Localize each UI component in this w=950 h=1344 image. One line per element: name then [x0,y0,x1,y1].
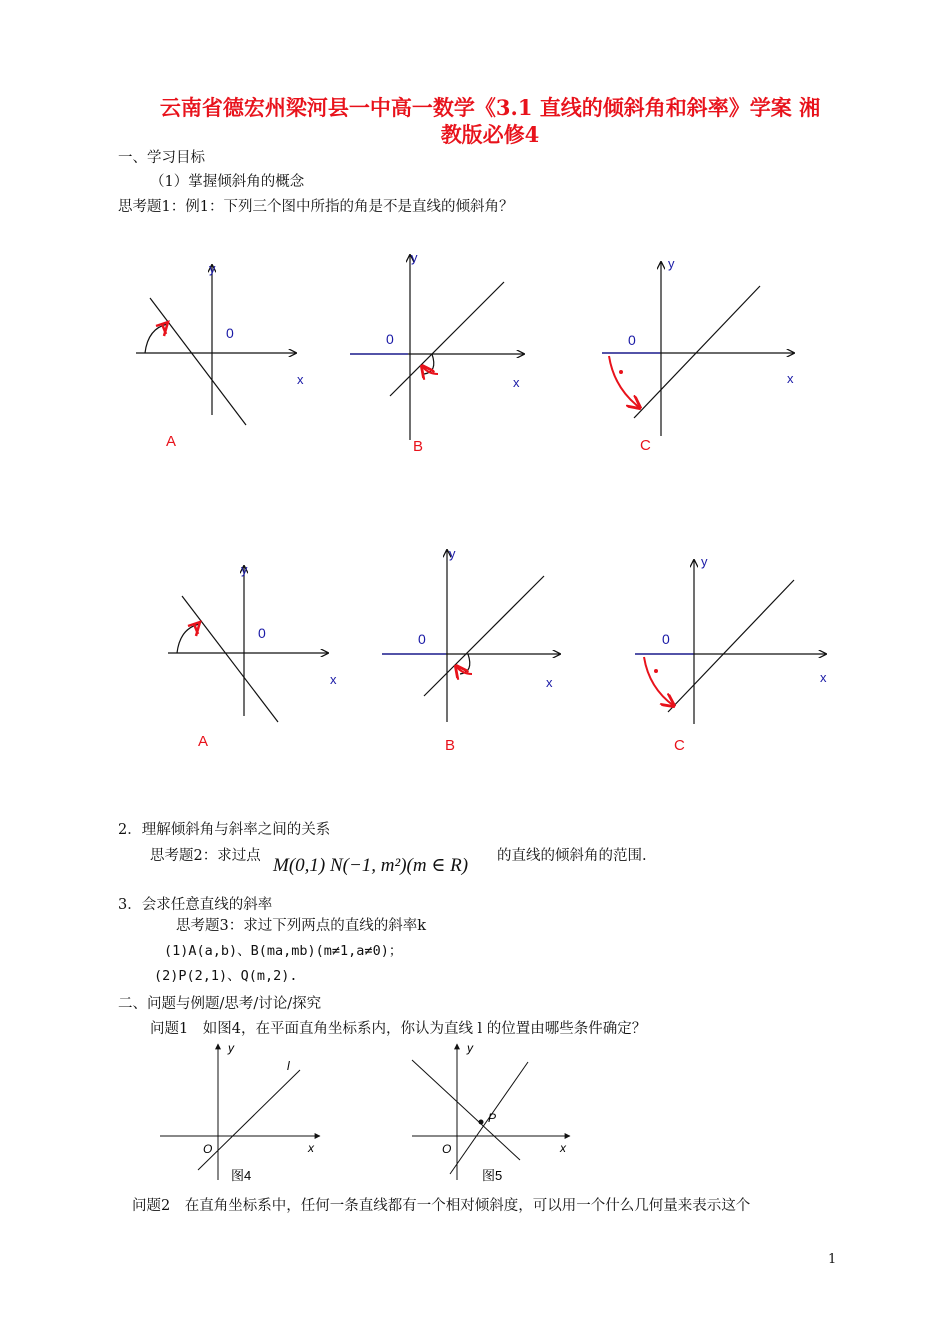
arc-dot [654,669,658,673]
y-label: y [701,554,708,569]
figure-4-caption: 图4 [231,1168,252,1183]
y-label: y [209,261,216,276]
section-heading-slope: 3．会求任意直线的斜率 [118,897,273,913]
label-c: C [640,437,651,454]
x-label: x [560,1141,566,1155]
line [182,596,278,722]
line [634,286,760,418]
origin-label: 0 [418,631,426,647]
problem-1: 问题1 如图4，在平面直角坐标系内，你认为直线 l 的位置由哪些条件确定？ [150,1021,647,1037]
figure-5 [412,1041,570,1183]
line-2 [412,1060,520,1160]
label-b: B [413,438,424,455]
point-label: P [488,1111,497,1125]
figure-2c [635,554,827,754]
line [150,298,246,425]
line [424,576,544,696]
x-label: x [513,375,520,390]
y-label: y [411,250,418,265]
x-label: x [308,1141,314,1155]
label-a: A [166,433,177,450]
red-arrow-icon [644,657,674,706]
title-line-2: 教版必修4 [440,122,540,147]
y-label: y [241,562,248,577]
line-label: l [287,1059,290,1073]
figure-row-1 [120,240,840,470]
red-arrow-icon [156,322,168,336]
y-label: y [467,1041,473,1055]
label-c: C [674,737,685,754]
label-b: B [445,737,456,754]
origin-label: 0 [226,325,234,341]
origin-label: 0 [258,625,266,641]
arc-dot [619,370,623,374]
figure-row-2 [150,544,850,764]
y-label: y [668,256,675,271]
label-a: A [198,733,209,750]
figure-1c [602,256,794,454]
line [668,580,794,712]
origin-label: O [203,1142,213,1156]
origin-label: 0 [662,631,670,647]
goal-item-1: （1）掌握倾斜角的概念 [150,174,305,190]
origin-label: 0 [386,331,394,347]
y-label: y [228,1041,234,1055]
red-arrow-icon [188,622,200,636]
x-label: x [546,675,553,690]
figure-5-caption: 图5 [482,1168,503,1183]
section-heading-goals: 一、学习目标 [118,150,205,166]
question-3-item-2: (2)P(2,1)、Q(m,2). [154,968,298,984]
y-label: y [449,546,456,561]
problem-2: 问题2 在直角坐标系中，任何一条直线都有一个相对倾斜度，可以用一个什么几何量来表示这个 [132,1198,751,1214]
x-label: x [820,670,827,685]
origin-label: O [442,1142,452,1156]
figure-2b [382,546,560,754]
red-arrow-icon [609,356,640,408]
question-1: 思考题1：例1：下列三个图中所指的角是不是直线的倾斜角？ [118,199,514,215]
document-title [110,94,870,148]
page-number: 1 [828,1252,837,1267]
point-p [479,1120,484,1125]
red-arrow-icon [422,366,438,374]
figure-1b [350,250,524,455]
section-heading-relation: 2．理解倾斜角与斜率之间的关系 [118,822,331,838]
figure-1a [136,261,304,450]
origin-label: 0 [628,332,636,348]
question-3-item-1: (1)A(a,b)、B(ma,mb)(m≠1,a≠0)； [164,943,403,959]
line [390,282,504,396]
x-label: x [787,371,794,386]
title-line-1: 云南省德宏州梁河县一中高一数学《3.1 直线的倾斜角和斜率》学案 湘 [159,95,821,120]
question-2-formula: M(0,1) N(−1, m²)(m ∈ R) [273,855,469,876]
figure-2a [168,562,337,750]
question-2-prefix: 思考题2：求过点 [150,848,261,864]
question-3: 思考题3：求过下列两点的直线的斜率k [176,918,427,934]
x-label: x [330,672,337,687]
question-2-suffix: 的直线的倾斜角的范围. [497,848,647,864]
line-l [198,1070,300,1170]
part-2-heading: 二、问题与例题/思考/讨论/探究 [118,996,322,1012]
figures-4-5 [150,1040,590,1190]
figure-4 [160,1041,320,1183]
x-label: x [297,372,304,387]
